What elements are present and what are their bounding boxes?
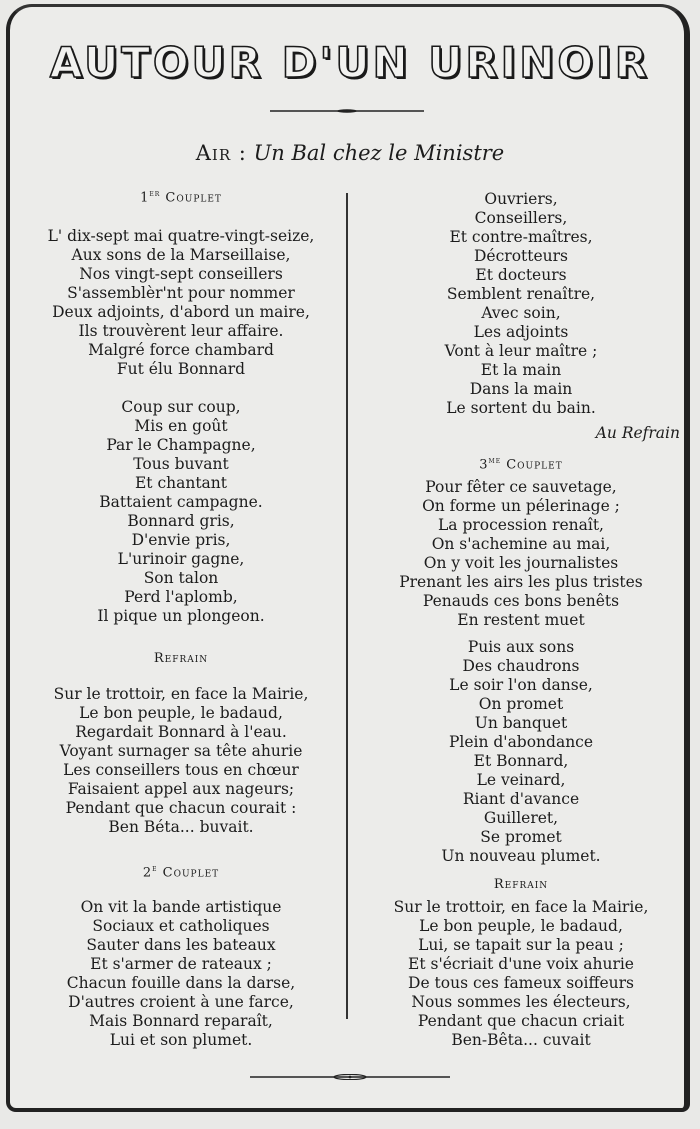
verse-line: Faisaient appel aux nageurs;	[67, 780, 295, 798]
verse-line: Battaient campagne.	[99, 493, 263, 511]
verse-line: Sur le trottoir, en face la Mairie,	[393, 898, 649, 916]
verse-line: Riant d'avance	[462, 790, 580, 808]
verse-line: Et s'écriait d'une voix ahurie	[408, 955, 634, 973]
couplet1-number: 1	[140, 190, 150, 206]
verse-line: Se promet	[480, 828, 562, 846]
verse-line: Penauds ces bons benêts	[422, 592, 620, 610]
verse-line: Plein d'abondance	[448, 733, 594, 751]
couplet3-word: Couplet	[506, 457, 563, 473]
verse-line: Un banquet	[474, 714, 568, 732]
couplet3-heading	[356, 456, 686, 472]
verse-line: Pendant que chacun criait	[417, 1012, 625, 1030]
verse-line: Nos vingt-sept conseillers	[79, 265, 283, 283]
verse-line: Et la main	[480, 361, 562, 379]
verse-line: On promet	[478, 695, 564, 713]
verse-line: Mais Bonnard reparaît,	[89, 1012, 273, 1030]
couplet1-word: Couplet	[165, 190, 222, 206]
couplet3-ordinal: me	[488, 456, 502, 465]
verse-line: Sur le trottoir, en face la Mairie,	[53, 685, 309, 703]
verse-line: Et Bonnard,	[473, 752, 569, 770]
verse-line: Bonnard gris,	[127, 512, 235, 530]
verse-line: Avec soin,	[481, 304, 561, 322]
refrain2-heading: Refrain	[493, 877, 549, 892]
verse-line: Un nouveau plumet.	[441, 847, 601, 865]
couplet3-number: 3	[479, 457, 489, 473]
verse-line: Semblent renaître,	[446, 285, 596, 303]
refrain1-heading: Refrain	[153, 651, 209, 666]
verse-line: Sauter dans les bateaux	[86, 936, 276, 954]
title-ornament-rule	[270, 109, 424, 113]
air-line	[0, 141, 700, 165]
couplet2-number: 2	[142, 865, 153, 881]
verse-line: Et chantant	[134, 474, 228, 492]
couplet2-ordinal: e	[152, 864, 158, 873]
verse-line: Dans la main	[469, 380, 573, 398]
couplet2-heading	[16, 864, 346, 880]
verse-line: Et s'armer de rateaux ;	[90, 955, 272, 973]
verse-line: Tous buvant	[133, 455, 229, 473]
verse-line: Mis en goût	[134, 417, 228, 435]
verse-line: Ben Béta... buvait.	[108, 818, 254, 836]
verse-line: De tous ces fameux soiffeurs	[408, 974, 634, 992]
couplet1-ordinal: er	[149, 189, 161, 198]
verse-line: Le bon peuple, le badaud,	[79, 704, 283, 722]
refrain-cue: Au Refrain	[595, 424, 680, 442]
verse-line: Les adjoints	[473, 323, 569, 341]
verse-line: On y voit les journalistes	[423, 554, 619, 572]
verse-line: Des chaudrons	[462, 657, 580, 675]
verse-line: Lui, se tapait sur la peau ;	[418, 936, 624, 954]
couplet2-word: Couplet	[162, 865, 220, 881]
verse-line: Les conseillers tous en chœur	[63, 761, 299, 779]
verse-line: On forme un pélerinage ;	[422, 497, 620, 515]
verse-line: Nous sommes les électeurs,	[411, 993, 631, 1011]
verse-line: Prenant les airs les plus tristes	[399, 573, 643, 591]
footer-ornament-rule	[250, 1074, 450, 1080]
verse-line: Perd l'aplomb,	[124, 588, 238, 606]
verse-line: Par le Champagne,	[106, 436, 256, 454]
verse-line: Pendant que chacun courait :	[65, 799, 297, 817]
verse-line: Décrotteurs	[474, 247, 568, 265]
verse-line: Pour fêter ce sauvetage,	[425, 478, 617, 496]
verse-line: Il pique un plongeon.	[97, 607, 265, 625]
verse-line: Deux adjoints, d'abord un maire,	[52, 303, 310, 321]
verse-line: Coup sur coup,	[121, 398, 241, 416]
verse-line: Fut élu Bonnard	[116, 360, 246, 378]
page-title: AUTOUR D'UN URINOIR	[49, 38, 651, 87]
verse-line: Lui et son plumet.	[109, 1031, 253, 1049]
verse-line: L' dix-sept mai quatre-vingt-seize,	[47, 227, 315, 245]
verse-line: D'autres croient à une farce,	[68, 993, 294, 1011]
verse-line: Son talon	[143, 569, 219, 587]
verse-line: Le soir l'on danse,	[449, 676, 593, 694]
couplet1-heading	[16, 189, 346, 205]
verse-line: Guilleret,	[483, 809, 559, 827]
verse-line: On vit la bande artistique	[80, 898, 282, 916]
verse-line: Ils trouvèrent leur affaire.	[78, 322, 284, 340]
verse-line: D'envie pris,	[131, 531, 231, 549]
verse-line: Chacun fouille dans la darse,	[66, 974, 296, 992]
air-tune: Un Bal chez le Ministre	[253, 141, 505, 165]
verse-line: Conseillers,	[474, 209, 568, 227]
air-label: Air :	[195, 141, 247, 165]
verse-line: Et docteurs	[475, 266, 567, 284]
verse-line: Aux sons de la Marseillaise,	[71, 246, 291, 264]
verse-line: Sociaux et catholiques	[92, 917, 270, 935]
verse-line: On s'achemine au mai,	[431, 535, 611, 553]
verse-line: S'assemblèr'nt pour nommer	[67, 284, 295, 302]
verse-line: Malgré force chambard	[88, 341, 274, 359]
column-divider	[346, 193, 348, 1019]
verse-line: Le veinard,	[476, 771, 566, 789]
verse-line: Le bon peuple, le badaud,	[419, 917, 623, 935]
verse-line: Ben-Bêta... cuvait	[451, 1031, 591, 1049]
verse-line: Voyant surnager sa tête ahurie	[59, 742, 303, 760]
verse-line: Le sortent du bain.	[446, 399, 596, 417]
verse-line: Ouvriers,	[484, 190, 558, 208]
verse-line: Puis aux sons	[467, 638, 575, 656]
verse-line: En restent muet	[457, 611, 585, 629]
verse-line: Vont à leur maître ;	[444, 342, 598, 360]
verse-line: L'urinoir gagne,	[117, 550, 245, 568]
verse-line: La procession renaît,	[437, 516, 604, 534]
verse-line: Regardait Bonnard à l'eau.	[75, 723, 287, 741]
verse-line: Et contre-maîtres,	[449, 228, 593, 246]
